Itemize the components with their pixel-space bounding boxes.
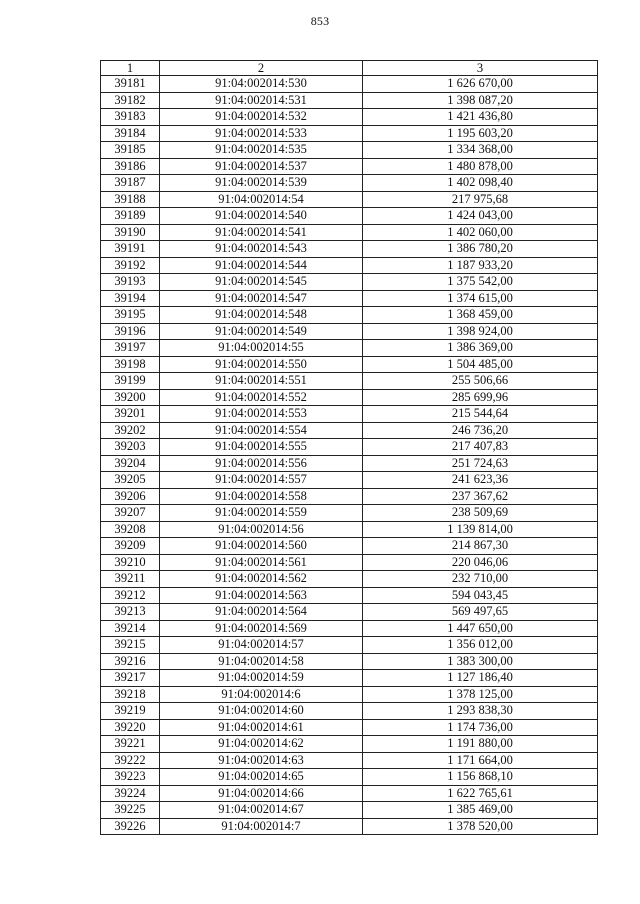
table-row [101,356,598,373]
row-number-cell: 39216 [101,653,160,670]
table-row [101,373,598,390]
value-cell: 1 378 520,00 [363,818,598,835]
value-cell: 215 544,64 [363,406,598,423]
value-cell: 1 356 012,00 [363,637,598,654]
cadastral-number-cell: 91:04:002014:557 [160,472,363,489]
row-number-cell: 39225 [101,802,160,819]
value-cell: 1 447 650,00 [363,620,598,637]
table-row [101,175,598,192]
row-number-cell: 39211 [101,571,160,588]
cadastral-number-cell: 91:04:002014:545 [160,274,363,291]
row-number-cell: 39185 [101,142,160,159]
cadastral-number-cell: 91:04:002014:6 [160,686,363,703]
table-row [101,224,598,241]
cadastral-number-cell: 91:04:002014:563 [160,587,363,604]
table-row [101,521,598,538]
value-cell: 1 293 838,30 [363,703,598,720]
table-row [101,637,598,654]
cadastral-number-cell: 91:04:002014:66 [160,785,363,802]
value-cell: 1 174 736,00 [363,719,598,736]
table-row [101,719,598,736]
row-number-cell: 39188 [101,191,160,208]
cadastral-number-cell: 91:04:002014:549 [160,323,363,340]
table-row [101,752,598,769]
table-row [101,439,598,456]
row-number-cell: 39223 [101,769,160,786]
cadastral-number-cell: 91:04:002014:554 [160,422,363,439]
value-cell: 1 421 436,80 [363,109,598,126]
table-row [101,455,598,472]
row-number-cell: 39218 [101,686,160,703]
value-cell: 246 736,20 [363,422,598,439]
value-cell: 1 334 368,00 [363,142,598,159]
value-cell: 1 187 933,20 [363,257,598,274]
cadastral-number-cell: 91:04:002014:544 [160,257,363,274]
row-number-cell: 39187 [101,175,160,192]
cadastral-number-cell: 91:04:002014:533 [160,125,363,142]
table-row [101,208,598,225]
row-number-cell: 39197 [101,340,160,357]
cadastral-number-cell: 91:04:002014:60 [160,703,363,720]
row-number-cell: 39194 [101,290,160,307]
cadastral-number-cell: 91:04:002014:551 [160,373,363,390]
row-number-cell: 39226 [101,818,160,835]
table-row [101,125,598,142]
value-cell: 1 626 670,00 [363,76,598,93]
row-number-cell: 39208 [101,521,160,538]
value-cell: 594 043,45 [363,587,598,604]
table-row [101,307,598,324]
value-cell: 251 724,63 [363,455,598,472]
value-cell: 1 424 043,00 [363,208,598,225]
row-number-cell: 39217 [101,670,160,687]
cadastral-number-cell: 91:04:002014:547 [160,290,363,307]
row-number-cell: 39215 [101,637,160,654]
value-cell: 217 407,83 [363,439,598,456]
row-number-cell: 39207 [101,505,160,522]
table-row [101,340,598,357]
table-row [101,736,598,753]
row-number-cell: 39219 [101,703,160,720]
cadastral-number-cell: 91:04:002014:560 [160,538,363,555]
value-cell: 1 386 369,00 [363,340,598,357]
table-row [101,191,598,208]
cadastral-number-cell: 91:04:002014:537 [160,158,363,175]
table-row [101,241,598,258]
cadastral-number-cell: 91:04:002014:556 [160,455,363,472]
value-cell: 1 398 924,00 [363,323,598,340]
row-number-cell: 39204 [101,455,160,472]
cadastral-number-cell: 91:04:002014:548 [160,307,363,324]
row-number-cell: 39192 [101,257,160,274]
cadastral-number-cell: 91:04:002014:58 [160,653,363,670]
table-row [101,422,598,439]
table-row [101,488,598,505]
value-cell: 1 402 060,00 [363,224,598,241]
cadastral-number-cell: 91:04:002014:558 [160,488,363,505]
value-cell: 1 385 469,00 [363,802,598,819]
cadastral-number-cell: 91:04:002014:7 [160,818,363,835]
table-row [101,142,598,159]
table-row [101,406,598,423]
cadastral-number-cell: 91:04:002014:540 [160,208,363,225]
row-number-cell: 39181 [101,76,160,93]
cadastral-number-cell: 91:04:002014:561 [160,554,363,571]
value-cell: 214 867,30 [363,538,598,555]
row-number-cell: 39190 [101,224,160,241]
value-cell: 1 383 300,00 [363,653,598,670]
row-number-cell: 39221 [101,736,160,753]
table-row [101,769,598,786]
row-number-cell: 39183 [101,109,160,126]
header-row [101,61,598,76]
cadastral-number-cell: 91:04:002014:562 [160,571,363,588]
cadastral-number-cell: 91:04:002014:552 [160,389,363,406]
row-number-cell: 39193 [101,274,160,291]
value-cell: 1 156 868,10 [363,769,598,786]
cadastral-number-cell: 91:04:002014:541 [160,224,363,241]
row-number-cell: 39209 [101,538,160,555]
value-cell: 255 506,66 [363,373,598,390]
value-cell: 1 402 098,40 [363,175,598,192]
value-cell: 285 699,96 [363,389,598,406]
table-row [101,538,598,555]
row-number-cell: 39210 [101,554,160,571]
row-number-cell: 39214 [101,620,160,637]
cadastral-number-cell: 91:04:002014:553 [160,406,363,423]
value-cell: 1 374 615,00 [363,290,598,307]
cadastral-number-cell: 91:04:002014:530 [160,76,363,93]
cadastral-number-cell: 91:04:002014:569 [160,620,363,637]
column-header-number: 1 [101,61,160,76]
row-number-cell: 39213 [101,604,160,621]
table-row [101,92,598,109]
row-number-cell: 39202 [101,422,160,439]
column-header-value: 3 [363,61,598,76]
row-number-cell: 39205 [101,472,160,489]
row-number-cell: 39206 [101,488,160,505]
table-row [101,76,598,93]
table-header [101,61,598,76]
column-header-cadastral-number: 2 [160,61,363,76]
value-cell: 232 710,00 [363,571,598,588]
value-cell: 1 375 542,00 [363,274,598,291]
value-cell: 1 378 125,00 [363,686,598,703]
value-cell: 569 497,65 [363,604,598,621]
cadastral-value-table [100,60,598,835]
row-number-cell: 39186 [101,158,160,175]
value-cell: 220 046,06 [363,554,598,571]
table-row [101,818,598,835]
row-number-cell: 39200 [101,389,160,406]
table-row [101,571,598,588]
table-body [101,76,598,835]
cadastral-number-cell: 91:04:002014:56 [160,521,363,538]
table-row [101,274,598,291]
row-number-cell: 39199 [101,373,160,390]
row-number-cell: 39182 [101,92,160,109]
row-number-cell: 39198 [101,356,160,373]
cadastral-number-cell: 91:04:002014:550 [160,356,363,373]
row-number-cell: 39201 [101,406,160,423]
cadastral-number-cell: 91:04:002014:55 [160,340,363,357]
row-number-cell: 39220 [101,719,160,736]
table-row [101,257,598,274]
value-cell: 1 127 186,40 [363,670,598,687]
table-row [101,604,598,621]
value-cell: 1 195 603,20 [363,125,598,142]
value-cell: 1 386 780,20 [363,241,598,258]
table-row [101,290,598,307]
value-cell: 1 191 880,00 [363,736,598,753]
table-row [101,686,598,703]
cadastral-number-cell: 91:04:002014:564 [160,604,363,621]
value-cell: 217 975,68 [363,191,598,208]
value-cell: 1 171 664,00 [363,752,598,769]
table-row [101,323,598,340]
value-cell: 1 480 878,00 [363,158,598,175]
table-row [101,505,598,522]
table-row [101,802,598,819]
cadastral-number-cell: 91:04:002014:531 [160,92,363,109]
value-cell: 1 139 814,00 [363,521,598,538]
row-number-cell: 39191 [101,241,160,258]
cadastral-number-cell: 91:04:002014:65 [160,769,363,786]
table-row [101,653,598,670]
row-number-cell: 39224 [101,785,160,802]
cadastral-number-cell: 91:04:002014:67 [160,802,363,819]
cadastral-number-cell: 91:04:002014:539 [160,175,363,192]
table-row [101,472,598,489]
row-number-cell: 39184 [101,125,160,142]
cadastral-number-cell: 91:04:002014:543 [160,241,363,258]
cadastral-number-cell: 91:04:002014:61 [160,719,363,736]
row-number-cell: 39196 [101,323,160,340]
cadastral-number-cell: 91:04:002014:532 [160,109,363,126]
value-cell: 238 509,69 [363,505,598,522]
value-cell: 241 623,36 [363,472,598,489]
table-row [101,109,598,126]
table-row [101,554,598,571]
row-number-cell: 39212 [101,587,160,604]
cadastral-number-cell: 91:04:002014:59 [160,670,363,687]
table-row [101,587,598,604]
cadastral-number-cell: 91:04:002014:54 [160,191,363,208]
cadastral-number-cell: 91:04:002014:62 [160,736,363,753]
cadastral-number-cell: 91:04:002014:559 [160,505,363,522]
row-number-cell: 39222 [101,752,160,769]
cadastral-number-cell: 91:04:002014:535 [160,142,363,159]
table-row [101,158,598,175]
value-cell: 1 368 459,00 [363,307,598,324]
table-row [101,703,598,720]
cadastral-number-cell: 91:04:002014:63 [160,752,363,769]
value-cell: 237 367,62 [363,488,598,505]
value-cell: 1 504 485,00 [363,356,598,373]
table-row [101,389,598,406]
cadastral-number-cell: 91:04:002014:57 [160,637,363,654]
row-number-cell: 39189 [101,208,160,225]
value-cell: 1 398 087,20 [363,92,598,109]
cadastral-number-cell: 91:04:002014:555 [160,439,363,456]
table-row [101,670,598,687]
row-number-cell: 39203 [101,439,160,456]
value-cell: 1 622 765,61 [363,785,598,802]
table-row [101,620,598,637]
page-number: 853 [310,14,330,28]
table-row [101,785,598,802]
row-number-cell: 39195 [101,307,160,324]
